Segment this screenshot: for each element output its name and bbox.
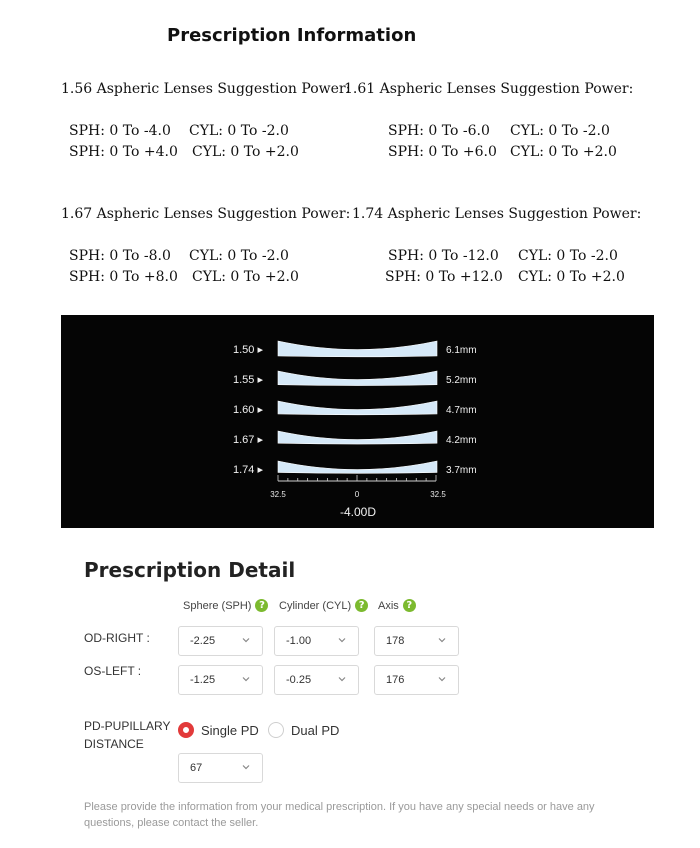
- os-axis-value: 176: [386, 674, 405, 686]
- lens-index-label: 1.74 ▸: [233, 464, 263, 476]
- scale-left-label: 32.5: [270, 490, 286, 499]
- chevron-down-icon: [241, 762, 251, 772]
- lens-156-cyl-plus: CYL: 0 To +2.0: [192, 144, 299, 160]
- lens-thickness-svg: [61, 315, 654, 528]
- single-pd-radio[interactable]: [178, 722, 259, 738]
- od-cylinder-select[interactable]: [274, 626, 359, 656]
- dual-pd-radio[interactable]: [268, 722, 339, 738]
- lens-156-sph-plus: SPH: 0 To +4.0: [69, 144, 178, 160]
- lens-power-label: -4.00D: [339, 505, 377, 519]
- sphere-help-icon[interactable]: ?: [255, 599, 268, 612]
- chevron-down-icon: [241, 635, 251, 645]
- lens-thickness-label: 6.1mm: [446, 345, 477, 356]
- radio-unchecked-icon: [268, 722, 284, 738]
- os-axis-select[interactable]: [374, 665, 459, 695]
- lens-167-cyl-plus: CYL: 0 To +2.0: [192, 269, 299, 285]
- pd-label-line1: PD-PUPILLARY: [84, 719, 171, 733]
- axis-column-label: Axis: [378, 599, 399, 612]
- lens-index-label: 1.60 ▸: [233, 404, 263, 416]
- lens-thickness-label: 4.7mm: [446, 405, 477, 416]
- page-title: Prescription Information: [167, 25, 417, 46]
- os-cylinder-value: -0.25: [286, 674, 312, 686]
- chevron-down-icon: [337, 674, 347, 684]
- scale-right-label: 32.5: [430, 490, 446, 499]
- lens-167-heading: 1.67 Aspheric Lenses Suggestion Power:: [61, 206, 351, 222]
- lens-scale-ruler: [278, 475, 436, 481]
- chevron-down-icon: [437, 635, 447, 645]
- od-right-label: OD-RIGHT :: [84, 631, 150, 645]
- os-sphere-value: -1.25: [190, 674, 216, 686]
- lens-profile-2: [278, 401, 437, 415]
- sphere-column-label: Sphere (SPH): [183, 599, 252, 612]
- lens-profile-0: [278, 341, 437, 357]
- od-axis-value: 178: [386, 635, 405, 647]
- lens-thickness-label: 4.2mm: [446, 435, 477, 446]
- axis-column-header: [378, 599, 416, 612]
- lens-thickness-label: 3.7mm: [446, 465, 477, 476]
- od-sphere-select[interactable]: [178, 626, 263, 656]
- lens-174-cyl-minus: CYL: 0 To -2.0: [518, 248, 618, 264]
- lens-161-heading: 1.61 Aspheric Lenses Suggestion Power:: [344, 81, 634, 97]
- lens-thickness-label: 5.2mm: [446, 375, 477, 386]
- lens-174-cyl-plus: CYL: 0 To +2.0: [518, 269, 625, 285]
- dual-pd-label: Dual PD: [291, 722, 340, 738]
- pd-value: 67: [190, 762, 203, 774]
- prescription-note: Please provide the information from your medical prescription. If you have any special needs or have any questions, please contact the seller.: [84, 801, 595, 829]
- radio-checked-icon: [178, 722, 194, 738]
- lens-174-sph-plus: SPH: 0 To +12.0: [385, 269, 503, 285]
- cylinder-column-header: [279, 599, 368, 612]
- axis-help-icon[interactable]: ?: [403, 599, 416, 612]
- lens-156-heading: 1.56 Aspheric Lenses Suggestion Power:: [61, 81, 351, 97]
- lens-174-sph-minus: SPH: 0 To -12.0: [388, 248, 499, 264]
- od-cylinder-value: -1.00: [286, 635, 312, 647]
- lens-profile-1: [278, 371, 437, 386]
- lens-174-heading: 1.74 Aspheric Lenses Suggestion Power:: [352, 206, 642, 222]
- lens-thickness-diagram: [61, 315, 654, 528]
- lens-index-label: 1.50 ▸: [233, 344, 263, 356]
- single-pd-label: Single PD: [201, 722, 259, 738]
- sphere-column-header: [183, 599, 268, 612]
- lens-161-cyl-minus: CYL: 0 To -2.0: [510, 123, 610, 139]
- prescription-detail-title: Prescription Detail: [84, 558, 296, 582]
- os-left-label: OS-LEFT :: [84, 664, 142, 678]
- lens-167-sph-plus: SPH: 0 To +8.0: [69, 269, 178, 285]
- lens-profile-4: [278, 461, 437, 473]
- lens-167-cyl-minus: CYL: 0 To -2.0: [189, 248, 289, 264]
- lens-161-cyl-plus: CYL: 0 To +2.0: [510, 144, 617, 160]
- lens-index-label: 1.67 ▸: [233, 434, 263, 446]
- chevron-down-icon: [241, 674, 251, 684]
- od-axis-select[interactable]: [374, 626, 459, 656]
- lens-156-cyl-minus: CYL: 0 To -2.0: [189, 123, 289, 139]
- pd-label-line2: DISTANCE: [84, 737, 144, 751]
- os-sphere-select[interactable]: [178, 665, 263, 695]
- chevron-down-icon: [337, 635, 347, 645]
- lens-161-sph-plus: SPH: 0 To +6.0: [388, 144, 497, 160]
- od-sphere-value: -2.25: [190, 635, 216, 647]
- lens-index-label: 1.55 ▸: [233, 374, 263, 386]
- os-cylinder-select[interactable]: [274, 665, 359, 695]
- scale-center-label: 0: [354, 490, 360, 499]
- pd-value-select[interactable]: [178, 753, 263, 783]
- cylinder-help-icon[interactable]: ?: [355, 599, 368, 612]
- chevron-down-icon: [437, 674, 447, 684]
- lens-161-sph-minus: SPH: 0 To -6.0: [388, 123, 490, 139]
- pd-label: [84, 717, 170, 753]
- lens-156-sph-minus: SPH: 0 To -4.0: [69, 123, 171, 139]
- lens-profile-3: [278, 431, 437, 444]
- lens-167-sph-minus: SPH: 0 To -8.0: [69, 248, 171, 264]
- cylinder-column-label: Cylinder (CYL): [279, 599, 352, 612]
